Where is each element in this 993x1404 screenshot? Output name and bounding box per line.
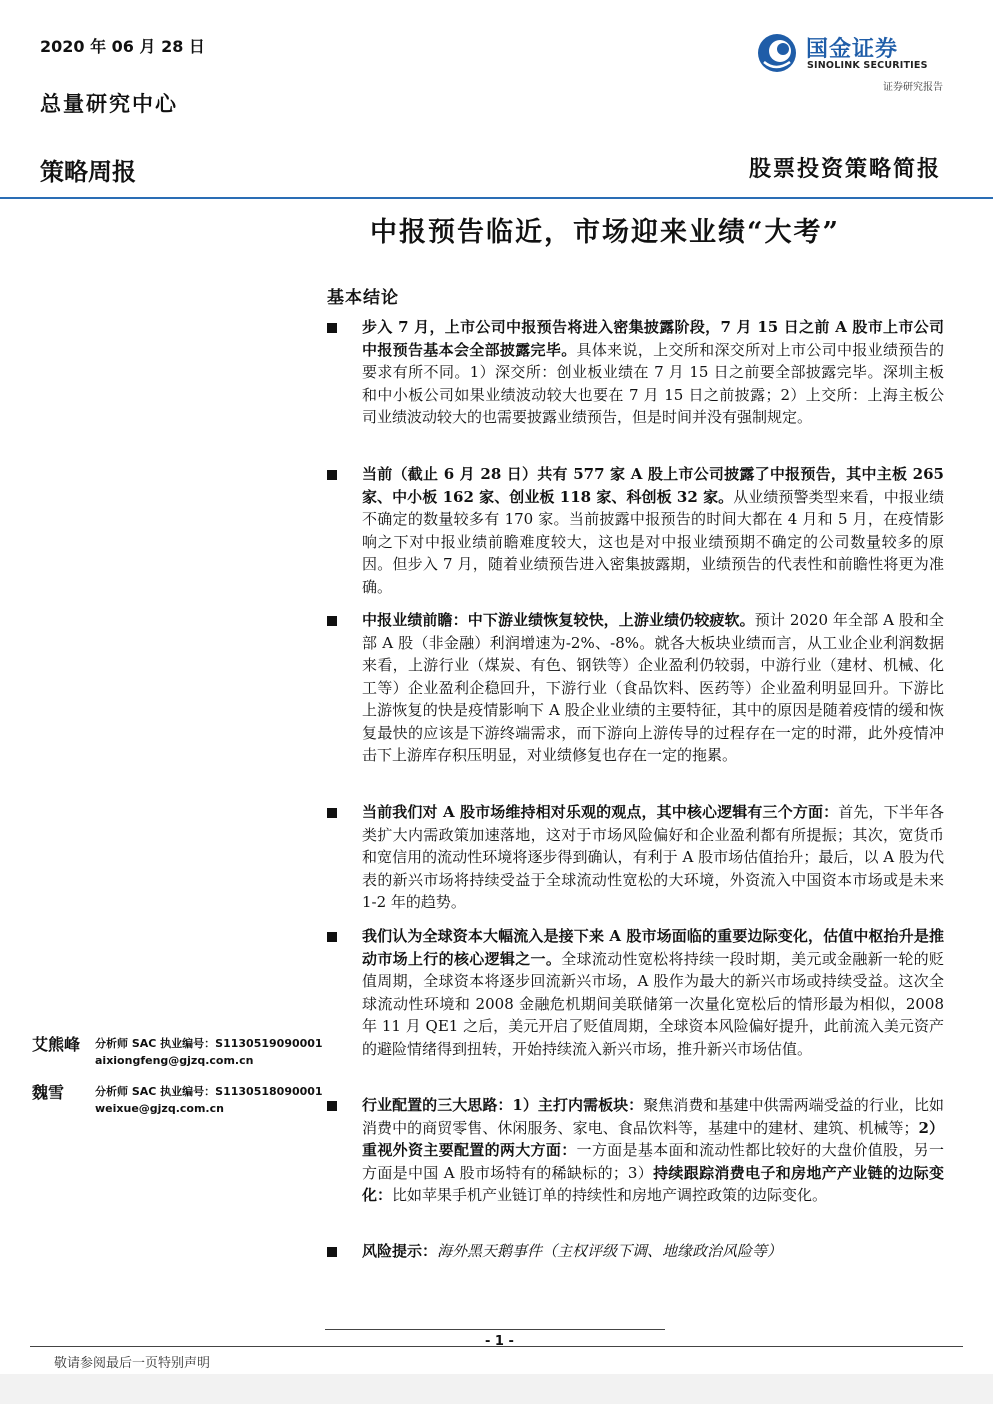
paragraph-lead: 当前我们对 A 股市场维持相对乐观的观点，其中核心逻辑有三个方面： bbox=[362, 803, 839, 821]
analyst-name: 艾熊峰 bbox=[32, 1035, 81, 1054]
bullet-marker bbox=[327, 323, 337, 333]
bullet-marker bbox=[327, 932, 337, 942]
conclusion-paragraph bbox=[362, 925, 944, 1060]
analyst-email[interactable]: aixiongfeng@gjzq.com.cn bbox=[95, 1054, 254, 1067]
page-number: - 1 - bbox=[485, 1334, 514, 1349]
risk-warning-text: 海外黑天鹅事件（主权评级下调、地缘政治风险等） bbox=[437, 1242, 783, 1260]
logo-en-text: SINOLINK SECURITIES bbox=[807, 60, 928, 71]
bottom-band bbox=[0, 1374, 993, 1404]
conclusion-paragraph bbox=[362, 1094, 944, 1207]
footer-divider bbox=[30, 1346, 963, 1347]
paragraph-lead: 2）重视外资主要配置的两大方面： bbox=[362, 1118, 944, 1159]
paragraph-body: 具体来说，上交所和深交所对上市公司中报业绩预告的要求有所不同。1）深交所：创业板业绩在 7 月 15 日之前要全部披露完毕。深圳主板和中小板公司如果业绩波动较大也要在 7 月 15 日之前披露；2）上交所：上海主板公司业绩波动较大的也需要披露业绩预告，但是时间并没有强制规定。 bbox=[362, 340, 944, 426]
report-date: 2020 年 06 月 28 日 bbox=[40, 37, 205, 56]
header-divider bbox=[0, 197, 993, 199]
paragraph-lead: 行业配置的三大思路：1）主打内需板块： bbox=[362, 1096, 644, 1114]
analyst-info bbox=[95, 1083, 323, 1117]
analyst-cert: 分析师 SAC 执业编号：S1130519090001 bbox=[95, 1037, 323, 1050]
analyst-info bbox=[95, 1035, 323, 1069]
report-title: 中报预告临近，市场迎来业绩“大考” bbox=[370, 217, 841, 248]
conclusion-paragraph bbox=[362, 316, 944, 429]
paragraph-lead: 步入 7 月，上市公司中报预告将进入密集披露阶段，7 月 15 日之前 A 股市上市公司中报预告基本会全部披露完毕。 bbox=[362, 318, 944, 359]
page-number-rule bbox=[325, 1329, 665, 1330]
report-category: 股票投资策略简报 bbox=[748, 156, 941, 182]
paragraph-lead: 当前（截止 6 月 28 日）共有 577 家 A 股上市公司披露了中报预告，其中主板 265 家、中小板 162 家、创业板 118 家、科创板 32 家。 bbox=[362, 465, 944, 506]
conclusion-paragraph bbox=[362, 609, 944, 767]
paragraph-lead: 中报业绩前瞻：中下游业绩恢复较快，上游业绩仍较疲软。 bbox=[362, 611, 755, 629]
logo-cn-text: 国金证券 bbox=[806, 37, 899, 62]
paragraph-lead: 风险提示： bbox=[362, 1242, 438, 1260]
paragraph-body: 比如苹果手机产业链订单的持续性和房地产调控政策的边际变化。 bbox=[392, 1186, 828, 1204]
paragraph-body: 首先，下半年各类扩大内需政策加速落地，这对于市场风险偏好和企业盈利都有所提振；其次，宽货币和宽信用的流动性环境将逐步得到确认，有利于 A 股市场估值抬升；最后，以 A 股为代表的新兴市场将持续受益于全球流动性宽松的大环境，外资流入中国资本市场或是未来 1-2 年的趋势。 bbox=[362, 803, 944, 911]
conclusion-paragraph bbox=[362, 463, 944, 598]
research-center-label: 总量研究中心 bbox=[40, 91, 178, 116]
report-type: 策略周报 bbox=[40, 158, 136, 186]
paragraph-body: 预计 2020 年全部 A 股和全部 A 股（非金融）利润增速为-2%、-8%。就各大板块业绩而言，从工业企业利润数据来看，上游行业（煤炭、有色、钢铁等）企业盈利仍较弱，中游行业（建材、机械、化工等）企业盈利企稳回升，下游行业（食品饮料、医药等）企业盈利明显回升。下游比上游恢复的快是疫情影响下 A 股企业业绩的主要特征，其中的原因是随着疫情的缓和恢复最快的应该是下游终端需求，而下游向上游传导的过程存在一定的时滞，此外疫情冲击下上游库存积压明显，对业绩修复也存在一定的拖累。 bbox=[362, 611, 944, 764]
analyst-name: 魏雪 bbox=[32, 1083, 65, 1102]
analyst-email[interactable]: weixue@gjzq.com.cn bbox=[95, 1102, 224, 1115]
bullet-marker bbox=[327, 808, 337, 818]
sinolink-logo-icon bbox=[756, 32, 798, 74]
report-kind-label: 证券研究报告 bbox=[883, 82, 943, 93]
risk-warning bbox=[362, 1240, 944, 1263]
paragraph-body: 聚焦消费和基建中供需两端受益的行业，比如消费中的商贸零售、休闲服务、家电、食品饮料等，基建中的建材、建筑、机械等； bbox=[362, 1096, 944, 1137]
paragraph-body: 从业绩预警类型来看，中报业绩不确定的数量较多有 170 家。当前披露中报预告的时间大都在 4 月和 5 月，在疫情影响之下对中报业绩前瞻难度较大，这也是对中报业绩预期不确定的公司数量较多的原因。但步入 7 月，随着业绩预告进入密集披露期，业绩预告的代表性和前瞻性将更为准确。 bbox=[362, 487, 944, 596]
analyst-cert: 分析师 SAC 执业编号：S1130518090001 bbox=[95, 1085, 323, 1098]
paragraph-lead: 我们认为全球资本大幅流入是接下来 A 股市场面临的重要边际变化，估值中枢抬升是推动市场上行的核心逻辑之一。 bbox=[362, 927, 944, 968]
paragraph-body: 一方面是基本面和流动性都比较好的大盘价值股，另一方面是中国 A 股市场特有的稀缺标的；3） bbox=[362, 1141, 944, 1182]
disclaimer-note[interactable]: 敬请参阅最后一页特别声明 bbox=[54, 1356, 211, 1371]
section-heading: 基本结论 bbox=[327, 288, 399, 308]
conclusion-paragraph bbox=[362, 801, 944, 914]
bullet-marker bbox=[327, 616, 337, 626]
bullet-marker bbox=[327, 470, 337, 480]
bullet-marker bbox=[327, 1101, 337, 1111]
paragraph-body: 全球流动性宽松将持续一段时期，美元或金融新一轮的贬值周期，全球资本将逐步回流新兴市场，A 股作为最大的新兴市场或持续受益。这次全球流动性环境和 2008 金融危机期间美联储第一次量化宽松后的情形最为相似，2008 年 11 月 QE1 之后，美元开启了贬值周期，全球资本风险偏好提升，此前流入美元资产的避险情绪得到扭转，开始持续流入新兴市场，推升新兴市场估值。 bbox=[362, 949, 944, 1058]
paragraph-lead: 持续跟踪消费电子和房地产产业链的边际变化： bbox=[362, 1163, 944, 1204]
bullet-marker bbox=[327, 1247, 337, 1257]
